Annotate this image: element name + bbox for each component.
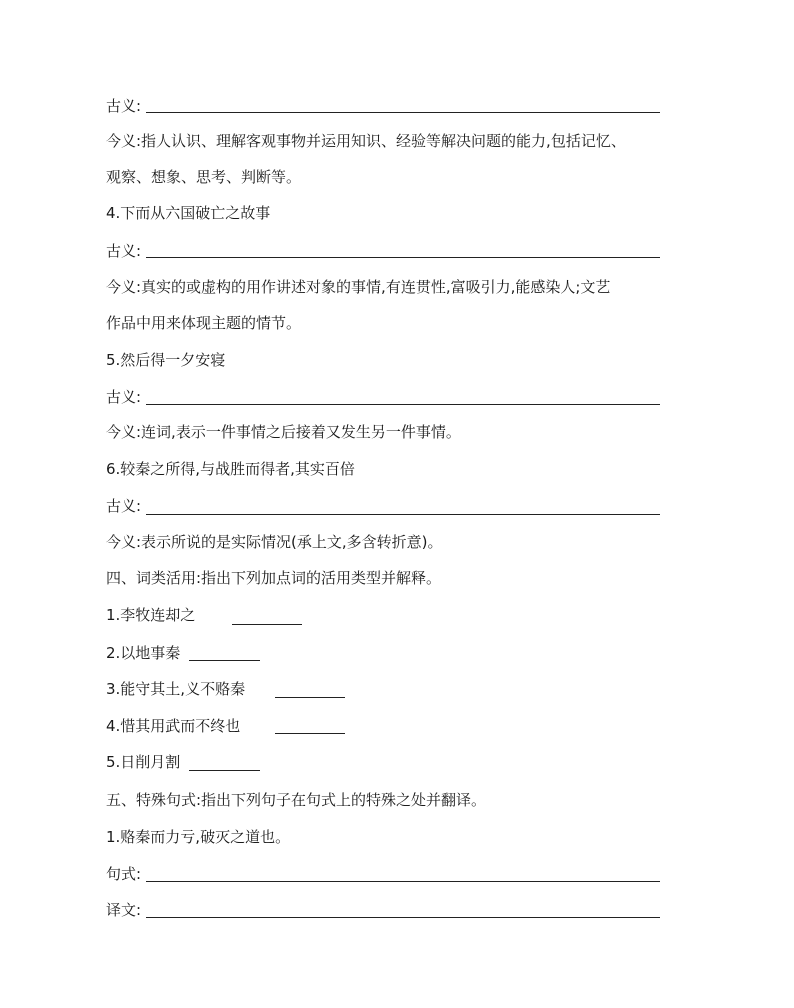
q6-gu-row — [106, 496, 141, 516]
q4-jin-line2: 作品中用来体现主题的情节。 — [106, 314, 302, 332]
sec4-item-1-answer-line[interactable] — [232, 624, 302, 625]
sec4-item-1 — [106, 605, 195, 625]
section4-title: 四、词类活用:指出下列加点词的活用类型并解释。 — [106, 569, 442, 587]
sec4-item-4-text: 4.惜其用武而不终也 — [106, 717, 241, 735]
q6-gu-label: 古义: — [106, 497, 142, 515]
sec4-item-4 — [106, 716, 240, 736]
sec4-item-3-text: 3.能守其土,义不赂秦 — [106, 680, 246, 698]
sec4-item-3-answer-line[interactable] — [275, 697, 345, 698]
q5-title: 5.然后得一夕安寝 — [106, 351, 226, 369]
sec4-item-3 — [106, 679, 245, 699]
q5-gu-row — [106, 387, 141, 407]
sec5-form-row — [106, 864, 141, 884]
q4-jin-line1: 今义:真实的或虚构的用作讲述对象的事情,有连贯性,富吸引力,能感染人;文艺 — [106, 278, 611, 296]
sec4-item-5-answer-line[interactable] — [189, 770, 260, 771]
q4-title: 4.下而从六国破亡之故事 — [106, 204, 271, 222]
q3-gu-row — [106, 96, 141, 116]
sec5-trans-label: 译文: — [106, 901, 142, 919]
sec4-item-2-answer-line[interactable] — [189, 660, 260, 661]
q6-gu-answer-line[interactable] — [146, 514, 660, 515]
sec4-item-4-answer-line[interactable] — [275, 733, 345, 734]
sec4-item-5-text: 5.日削月割 — [106, 753, 181, 771]
q5-gu-label: 古义: — [106, 388, 142, 406]
q4-gu-answer-line[interactable] — [146, 257, 660, 258]
q3-jin-line1: 今义:指人认识、理解客观事物并运用知识、经验等解决问题的能力,包括记忆、 — [106, 132, 626, 150]
q4-gu-label: 古义: — [106, 242, 142, 260]
sec4-item-2-text: 2.以地事秦 — [106, 644, 181, 662]
q6-title: 6.较秦之所得,与战胜而得者,其实百倍 — [106, 460, 355, 478]
q3-gu-answer-line[interactable] — [146, 112, 660, 113]
sec5-q1: 1.赂秦而力亏,破灭之道也。 — [106, 828, 291, 846]
sec4-item-2 — [106, 643, 180, 663]
sec5-trans-row — [106, 900, 141, 920]
sec5-form-answer-line[interactable] — [146, 881, 660, 882]
q5-gu-answer-line[interactable] — [146, 404, 660, 405]
q3-gu-label: 古义: — [106, 97, 142, 115]
sec5-form-label: 句式: — [106, 865, 142, 883]
q3-jin-line2: 观察、想象、思考、判断等。 — [106, 168, 302, 186]
q4-gu-row — [106, 241, 141, 261]
sec5-trans-answer-line[interactable] — [146, 917, 660, 918]
sec4-item-1-text: 1.李牧连却之 — [106, 606, 196, 624]
q6-jin: 今义:表示所说的是实际情况(承上文,多含转折意)。 — [106, 533, 443, 551]
q5-jin: 今义:连词,表示一件事情之后接着又发生另一件事情。 — [106, 423, 461, 441]
section5-title: 五、特殊句式:指出下列句子在句式上的特殊之处并翻译。 — [106, 791, 487, 809]
sec4-item-5 — [106, 752, 180, 772]
